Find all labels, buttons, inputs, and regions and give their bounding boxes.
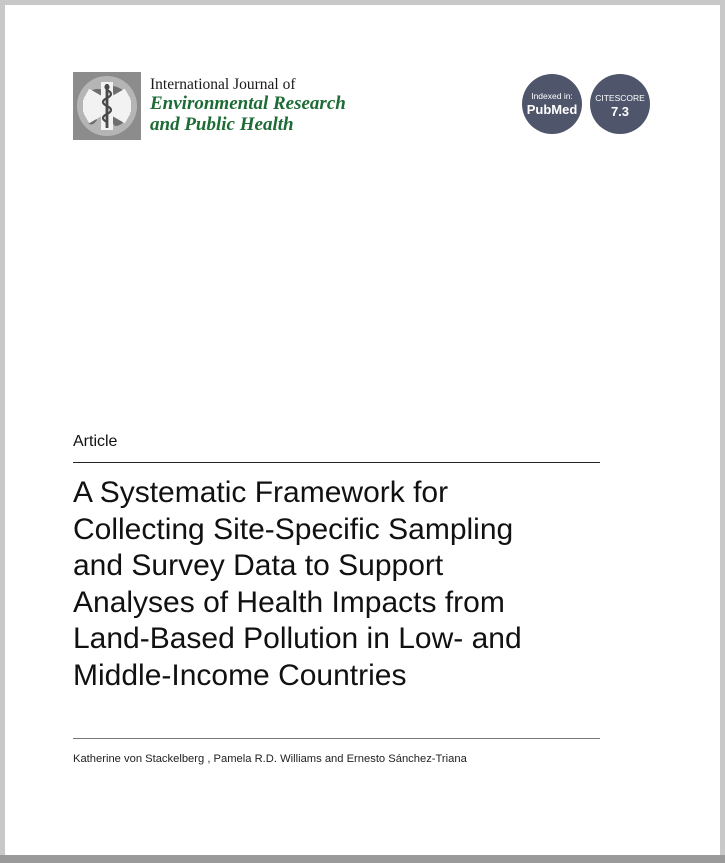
- author-list: Katherine von Stackelberg , Pamela R.D. Williams and Ernesto Sánchez-Triana: [73, 753, 467, 765]
- title-line: Analyses of Health Impacts from: [73, 585, 505, 619]
- title-line: and Survey Data to Support: [73, 549, 444, 582]
- page-bottom-shadow: [0, 855, 725, 863]
- article-type: Article: [73, 433, 118, 450]
- pubmed-badge-caption: Indexed in:: [531, 91, 573, 101]
- caduceus-globe-logo-icon: [73, 72, 141, 140]
- citescore-badge[interactable]: [590, 74, 650, 134]
- title-line: Middle-Income Countries: [73, 658, 407, 692]
- title-top-divider: [73, 462, 600, 463]
- title-bottom-divider: [73, 738, 600, 739]
- title-line: Collecting Site-Specific Sampling: [73, 512, 514, 546]
- journal-title: [150, 76, 346, 135]
- journal-name-line1: Environmental Research: [150, 93, 346, 114]
- pubmed-badge-label: PubMed: [526, 102, 578, 117]
- pubmed-badge[interactable]: [522, 74, 582, 134]
- journal-prefix: International Journal of: [150, 76, 296, 93]
- title-line: Land-Based Pollution in Low- and: [73, 622, 522, 655]
- citescore-badge-value: 7.3: [610, 104, 630, 119]
- title-line: A Systematic Framework for: [73, 476, 449, 509]
- article-title: [73, 475, 600, 694]
- citescore-badge-caption: CITESCORE: [595, 93, 645, 103]
- document-page: [5, 5, 720, 855]
- journal-name-line2: and Public Health: [150, 114, 294, 135]
